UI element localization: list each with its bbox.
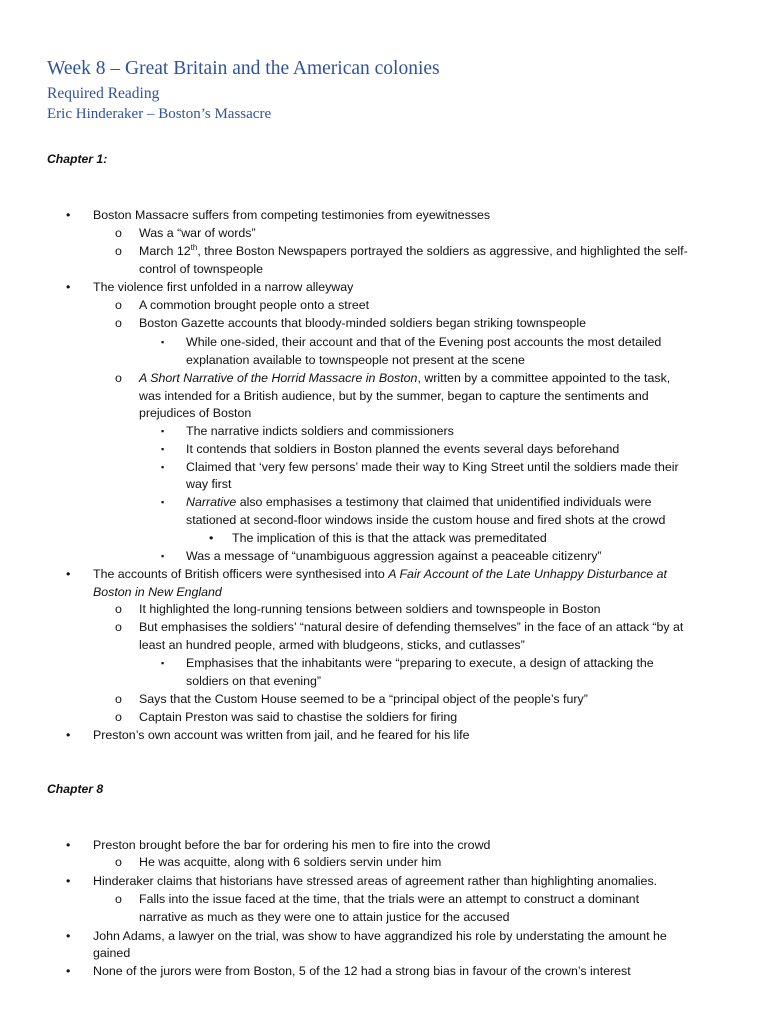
bullet-square: ▪ bbox=[161, 337, 165, 347]
list-item: Boston Gazette accounts that bloody-minded soldiers began striking townspeople bbox=[139, 316, 587, 330]
bullet-circle: o bbox=[115, 298, 122, 312]
list-item-continuation: soldiers on that evening” bbox=[186, 674, 322, 688]
book-title: Boston in New England bbox=[93, 585, 222, 599]
list-item bbox=[186, 493, 652, 511]
list-item-continuation: was intended for a British audience, but by the summer, began to capture the sentiments and bbox=[139, 389, 649, 403]
list-item: John Adams, a lawyer on the trial, was show to have aggrandized his role by understating the amount he bbox=[93, 929, 667, 943]
list-item bbox=[93, 565, 667, 583]
chapter-1-heading: Chapter 1: bbox=[47, 152, 108, 166]
list-item: Preston’s own account was written from jail, and he feared for his life bbox=[93, 728, 470, 742]
bullet-dot: • bbox=[66, 208, 71, 222]
list-item: Says that the Custom House seemed to be a “principal object of the people’s fury” bbox=[139, 692, 588, 706]
list-item: Was a message of “unambiguous aggression against a peaceable citizenry” bbox=[186, 549, 602, 563]
list-item-continuation: stationed at second-floor windows inside the custom house and fired shots at the crowd bbox=[186, 513, 666, 527]
bullet-square: ▪ bbox=[161, 426, 165, 436]
list-item: But emphasises the soldiers’ “natural desire of defending themselves” in the face of an attack “by at bbox=[139, 620, 684, 634]
list-item-continuation: narrative as much as they were one to attain justice for the accused bbox=[139, 910, 510, 924]
bullet-circle: o bbox=[115, 692, 122, 706]
bullet-circle: o bbox=[115, 710, 122, 724]
list-item: It highlighted the long-running tensions between soldiers and townspeople in Boston bbox=[139, 602, 601, 616]
page-subtitle: Required Reading bbox=[47, 85, 160, 102]
page-title: Week 8 – Great Britain and the American colonies bbox=[47, 58, 440, 79]
list-item: He was acquitte, along with 6 soldiers servin under him bbox=[139, 855, 442, 869]
list-item-continuation: explanation available to townspeople not present at the scene bbox=[186, 353, 525, 367]
bullet-circle: o bbox=[115, 244, 122, 258]
list-item: Claimed that ‘very few persons’ made their way to King Street until the soldiers made their bbox=[186, 460, 679, 474]
list-item: Falls into the issue faced at the time, that the trials were an attempt to construct a dominant bbox=[139, 892, 640, 906]
list-item: While one-sided, their account and that of the Evening post accounts the most detailed bbox=[186, 335, 662, 349]
bullet-circle: o bbox=[115, 602, 122, 616]
bullet-dot: • bbox=[66, 838, 71, 852]
list-item-continuation: control of townspeople bbox=[139, 262, 263, 276]
list-item: Captain Preston was said to chastise the soldiers for firing bbox=[139, 710, 458, 724]
list-item-continuation: way first bbox=[186, 477, 232, 491]
list-item-text: also emphasises a testimony that claimed that unidentified individuals were bbox=[236, 495, 652, 509]
bullet-dot: • bbox=[66, 929, 71, 943]
list-item: Preston brought before the bar for ordering his men to fire into the crowd bbox=[93, 838, 491, 852]
bullet-square: ▪ bbox=[161, 444, 165, 454]
list-item: The violence first unfolded in a narrow alleyway bbox=[93, 280, 354, 294]
ordinal-suffix: th bbox=[190, 242, 198, 252]
list-item-text: The accounts of British officers were synthesised into bbox=[93, 567, 389, 581]
chapter-8-heading: Chapter 8 bbox=[47, 782, 104, 796]
list-item: None of the jurors were from Boston, 5 of the 12 had a strong bias in favour of the crown’s interest bbox=[93, 964, 631, 978]
book-title: Narrative bbox=[186, 495, 237, 509]
list-item bbox=[139, 369, 670, 387]
list-item: Emphasises that the inhabitants were “preparing to execute, a design of attacking the bbox=[186, 656, 654, 670]
bullet-dot: • bbox=[66, 964, 71, 978]
bullet-circle: o bbox=[115, 316, 122, 330]
bullet-dot: • bbox=[66, 728, 71, 742]
bullet-circle: o bbox=[115, 371, 122, 385]
list-item: The narrative indicts soldiers and commissioners bbox=[186, 424, 454, 438]
list-item-text: , written by a committee appointed to the task, bbox=[417, 371, 671, 385]
bullet-circle: o bbox=[115, 226, 122, 240]
bullet-circle: o bbox=[115, 620, 122, 634]
list-item-continuation: gained bbox=[93, 946, 131, 960]
bullet-square: ▪ bbox=[161, 497, 165, 507]
book-title: A Short Narrative of the Horrid Massacre in Boston bbox=[139, 371, 418, 385]
bullet-square: ▪ bbox=[161, 551, 165, 561]
list-item bbox=[139, 242, 688, 260]
reading-title: Eric Hinderaker – Boston’s Massacre bbox=[47, 106, 272, 122]
list-item: Boston Massacre suffers from competing testimonies from eyewitnesses bbox=[93, 208, 491, 222]
list-item: It contends that soldiers in Boston planned the events several days beforehand bbox=[186, 442, 620, 456]
list-item: The implication of this is that the attack was premeditated bbox=[232, 531, 547, 545]
list-item: Hinderaker claims that historians have stressed areas of agreement rather than highlighting anomalies. bbox=[93, 874, 658, 888]
date-text: March 12 bbox=[139, 244, 191, 258]
list-item: Was a “war of words” bbox=[139, 226, 256, 240]
list-item-text: , three Boston Newspapers portrayed the soldiers as aggressive, and highlighted the self- bbox=[197, 244, 688, 258]
bullet-dot: • bbox=[66, 567, 71, 581]
bullet-dot: • bbox=[66, 280, 71, 294]
list-item-continuation: least an hundred people, armed with bludgeons, sticks, and cutlasses” bbox=[139, 638, 525, 652]
bullet-dot: • bbox=[66, 874, 71, 888]
bullet-circle: o bbox=[115, 855, 122, 869]
bullet-circle: o bbox=[115, 892, 122, 906]
list-item-continuation: prejudices of Boston bbox=[139, 406, 252, 420]
bullet-dot: • bbox=[209, 531, 214, 545]
bullet-square: ▪ bbox=[161, 462, 165, 472]
book-title: A Fair Account of the Late Unhappy Disturbance at bbox=[388, 567, 667, 581]
bullet-square: ▪ bbox=[161, 658, 165, 668]
list-item-continuation bbox=[93, 583, 222, 601]
list-item: A commotion brought people onto a street bbox=[139, 298, 370, 312]
